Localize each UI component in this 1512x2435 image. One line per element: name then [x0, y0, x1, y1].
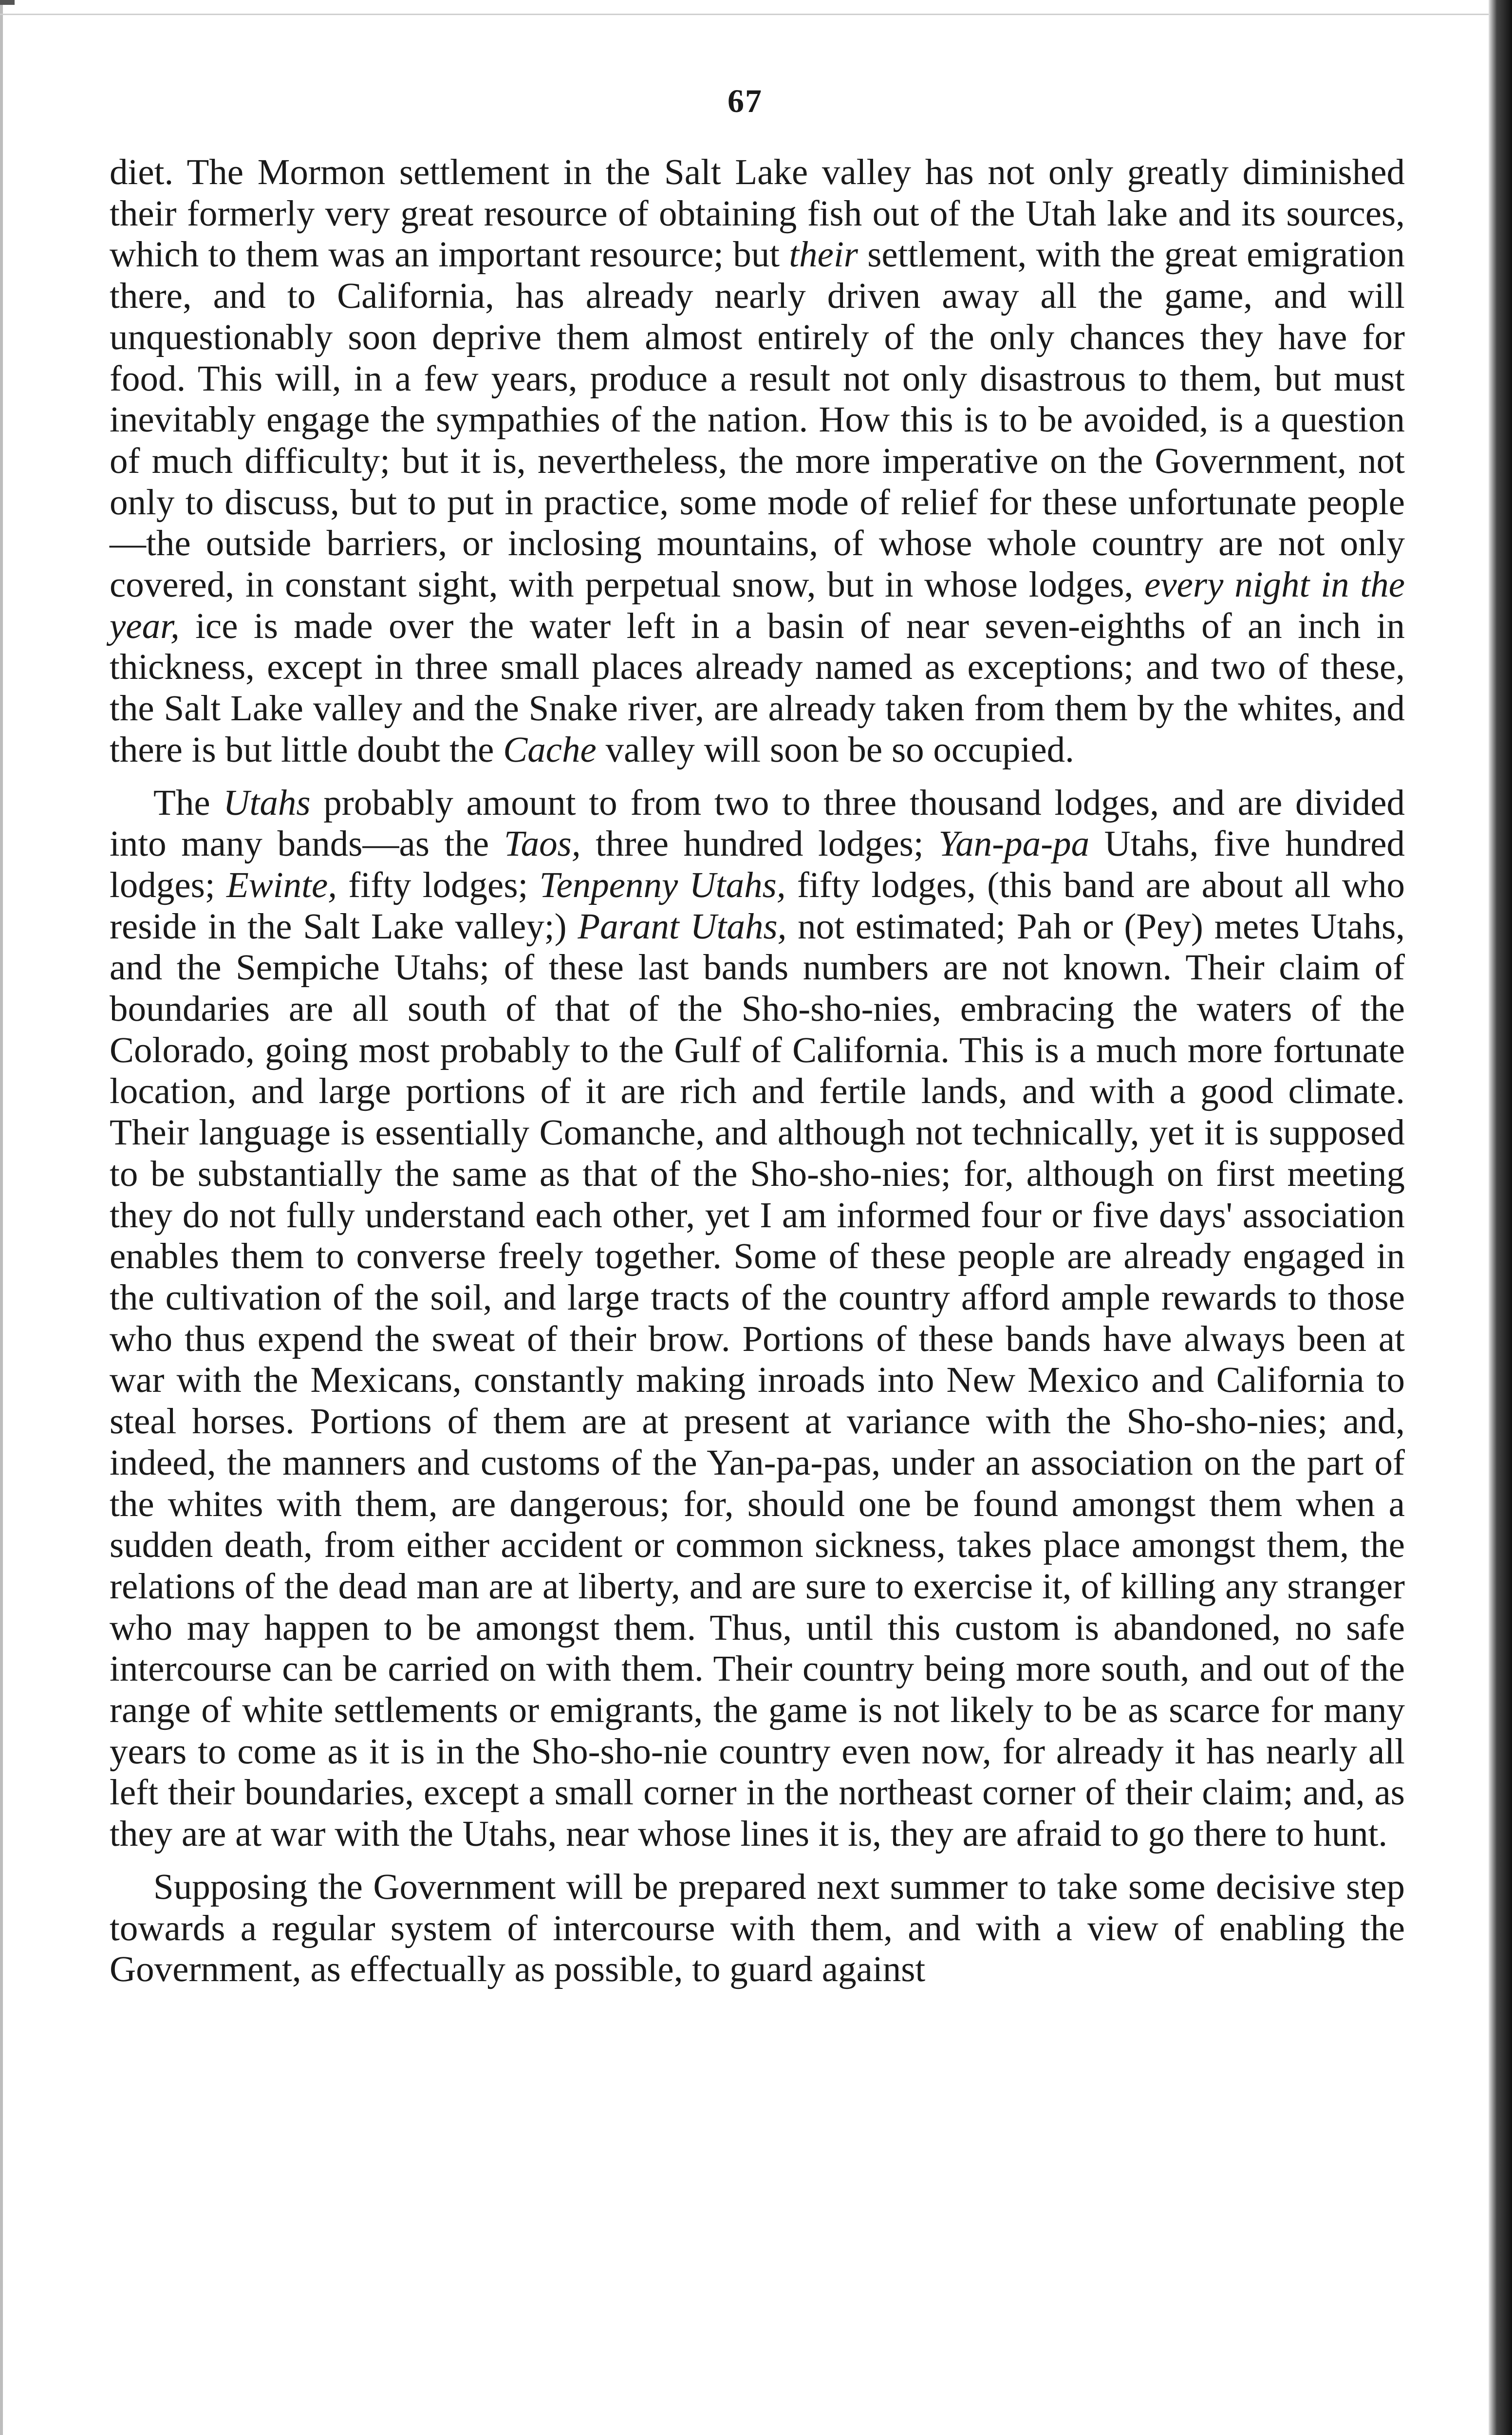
- italic-segment: Ewinte,: [226, 864, 337, 905]
- body-text: [110, 152, 1405, 1990]
- text-segment: three hundred lodges;: [580, 824, 939, 864]
- italic-segment: Taos,: [504, 824, 581, 864]
- text-segment: settlement, with the great emigration there, and to California, has already nearly driven away all the game, and will unquestionably soon deprive them almost entirely of the only chances they have for food. This will, in a few years, produce a result not only disastrous to them, but must inevitably engage the sympathies of the nation. How this is to be avoided, is a question of much difficulty; but it is, nevertheless, the more imperative on the Government, not only to discuss, but to put in practice, some mode of relief for these unfortunate people—the outside barriers, or inclosing mountains, of whose whole country are not only covered, in constant sight, with perpetual snow, but in whose lodges,: [110, 234, 1405, 605]
- italic-segment: Tenpenny Utahs,: [539, 864, 786, 905]
- text-segment: fifty lodges;: [337, 864, 540, 905]
- text-segment: fifty lodges, (this band are about all who reside in the Salt Lake valley;): [110, 864, 1405, 947]
- italic-segment: every night in the year,: [110, 564, 1405, 646]
- text-segment: Supposing the Government will be prepared next summer to take some decisive step towards a regular system of intercourse with them, and with a view of enabling the Government, as effectually as possible, to guard against: [110, 1866, 1405, 1990]
- text-segment: valley will soon be so occupied.: [596, 729, 1074, 770]
- page-right-edge-shadow: [1489, 0, 1512, 2435]
- italic-segment: their: [789, 234, 858, 275]
- page-number: 67: [728, 82, 763, 119]
- italic-segment: Yan-pa-pa: [938, 824, 1090, 864]
- text-segment: probably amount to from two to three thousand lodges, and are divided into many bands—as the: [110, 782, 1405, 864]
- text-segment: not estimated; Pah or (Pey) metes Utahs, and the Sempiche Utahs; of these last bands numbers are not known. Their claim of boundaries are all south of that of the Sho-sho-nies, embracing the waters of the Colorado, going most probably to the Gulf of California. This is a much more fortunate location, and large portions of it are rich and fertile lands, and with a good climate. Their language is essentially Comanche, and although not technically, yet it is supposed to be substantially the same as that of the Sho-sho-nies; for, although on first meeting they do not fully understand each other, yet I am informed four or five days' association enables them to converse freely together. Some of these people are already engaged in the cultivation of the soil, and large tracts of the country afford ample rewards to those who thus expend the sweat of their brow. Portions of these bands have always been at war with the Mexicans, constantly making inroads into New Mexico and California to steal horses. Portions of them are at present at variance with the Sho-sho-nies; and, indeed, the manners and customs of the Yan-pa-pas, under an association on the part of the whites with them, are dangerous; for, should one be found amongst them when a sudden death, from either accident or common sickness, takes place amongst them, the relations of the dead man are at liberty, and are sure to exercise it, of killing any stranger who may happen to be amongst them. Thus, until this custom is abandoned, no safe intercourse can be carried on with them. Their country being more south, and out of the range of white settlements or emigrants, the game is not likely to be as scarce for many years to come as it is in the Sho-sho-nie country even now, for already it has nearly all left their boundaries, except a small corner in the northeast corner of their claim; and, as they are at war with the Utahs, near whose lines it is, they are afraid to go there to hunt.: [110, 906, 1405, 1854]
- text-segment: Utahs, five hundred lodges;: [110, 824, 1405, 905]
- text-segment: The: [153, 782, 224, 823]
- italic-segment: Parant Utahs,: [578, 906, 787, 947]
- page-corner-mark: [0, 0, 15, 5]
- paragraph-1: [110, 152, 1405, 771]
- text-segment: diet. The Mormon settlement in the Salt Lake valley has not only greatly diminished their formerly very great resource of obtaining fish out of the Utah lake and its sources, which to them was an important resource; but: [110, 152, 1405, 275]
- italic-segment: Cache: [503, 729, 597, 770]
- paragraph-2: [110, 783, 1405, 1855]
- text-segment: ice is made over the water left in a basin of near seven-eighths of an inch in thickness, except in three small places already named as exceptions; and two of these, the Salt Lake valley and the Snake river, are already taken from them by the whites, and there is but little doubt the: [110, 605, 1405, 770]
- italic-segment: Utahs: [223, 782, 311, 823]
- page-left-edge: [0, 0, 3, 2435]
- paragraph-3: [110, 1867, 1405, 1990]
- page-top-edge: [0, 0, 1500, 15]
